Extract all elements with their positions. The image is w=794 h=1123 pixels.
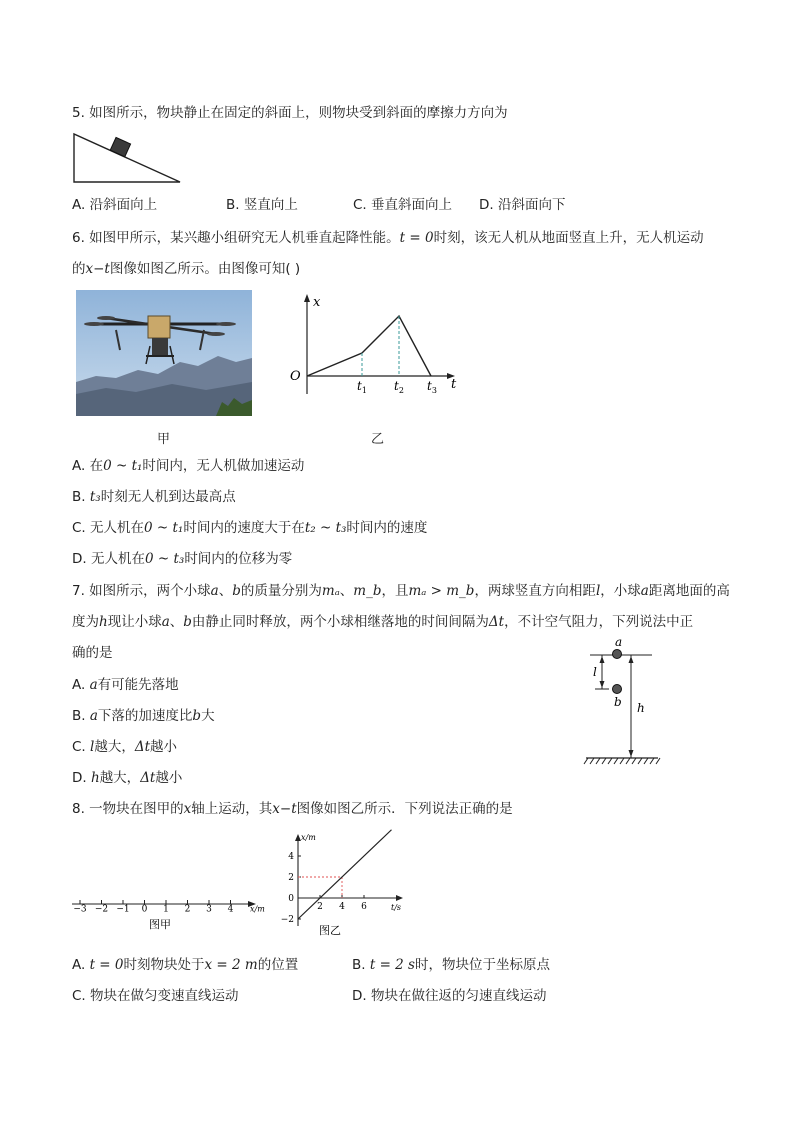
q5-option-c[interactable]: C. 垂直斜面向上 [353, 197, 453, 213]
q8-option-c[interactable]: C. 物块在做匀变速直线运动 [72, 988, 239, 1004]
q6-stem-text: 图像如图乙所示。由图像可知( ) [109, 261, 301, 277]
q6-stem-text: 的 [72, 261, 86, 277]
q6-t3-label: $t_3$ [427, 379, 437, 395]
number-line-tick-label: 1 [163, 904, 169, 915]
xt-x-unit-label: t/s [391, 903, 402, 912]
q6-axis-x-label: x [313, 295, 321, 310]
number-line-tick-label: 2 [184, 904, 191, 915]
q8-stem: 8. 一物块在图甲的x轴上运动，其x−t图像如图乙所示．下列说法正确的是 [72, 801, 513, 817]
xt-y-unit-label: x/m [301, 833, 316, 842]
q7-h-label: h [637, 701, 645, 715]
q8-number-line-figure [70, 886, 280, 938]
q7-option-c[interactable]: C. l越大，Δt越小 [72, 739, 178, 755]
q6-xt-graph [285, 290, 465, 400]
q5-block [110, 137, 130, 156]
number-line-tick-label: 0 [141, 904, 148, 915]
q7-stem-line2: 度为h现让小球a、b由静止同时释放，两个小球相继落地的时间间隔为Δt，不计空气阻力，下列说法中正 [72, 614, 694, 630]
q6-t2-label: $t_2$ [394, 379, 404, 395]
q7-l-label: l [593, 665, 597, 679]
number-line-caption: 图甲 [149, 918, 171, 931]
xt-caption: 图乙 [319, 924, 341, 937]
q7-stem-line1: 7. 如图所示，两个小球a、b的质量分别为mₐ、m_b，且mₐ > m_b，两球竖直方向相距l，小球a距离地面的高 [72, 583, 730, 599]
q5-option-d[interactable]: D. 沿斜面向下 [479, 197, 566, 213]
q6-option-d[interactable]: D. 无人机在0 ~ t₃时间内的位移为零 [72, 551, 293, 567]
q6-stem-line1 [72, 228, 704, 248]
q7-stem-line3: 确的是 [72, 645, 113, 661]
xt-x-tick-label: 4 [339, 902, 345, 912]
q5-stem: 5. 如图所示，物块静止在固定的斜面上，则物块受到斜面的摩擦力方向为 [72, 105, 508, 121]
xt-y-tick-label: 4 [288, 852, 294, 862]
q6-t1-label: $t_1$ [357, 379, 367, 395]
q8-xt-graph [278, 830, 413, 938]
q6-stem-line2 [72, 259, 300, 279]
q6-caption-jia: 甲 [157, 432, 171, 447]
xt-y-tick-label: −2 [280, 915, 294, 925]
q7-option-d[interactable]: D. h越大，Δt越小 [72, 770, 183, 786]
number-line-tick-label: −2 [94, 904, 109, 915]
q7-option-a[interactable]: A. a有可能先落地 [72, 677, 179, 693]
number-line-tick-label: 3 [206, 904, 212, 915]
q6-origin-label: O [290, 369, 301, 384]
q5-option-b[interactable]: B. 竖直向上 [226, 197, 298, 213]
xt-x-tick-label: 6 [361, 902, 367, 912]
number-line-unit-label: x/m [250, 904, 265, 914]
q5-incline-figure [72, 132, 184, 186]
q6-option-a[interactable]: A. 在0 ~ t₁时间内，无人机做加速运动 [72, 458, 305, 474]
q7-ball-b-label: b [614, 695, 622, 709]
number-line-tick-label: −1 [116, 904, 130, 915]
q6-stem-text: 6. 如图甲所示，某兴趣小组研究无人机垂直起降性能。 [72, 230, 400, 246]
q6-drone-photo [76, 290, 252, 416]
xt-x-tick-label: 2 [317, 902, 323, 912]
q7-falling-balls-figure [582, 636, 664, 768]
q6-stem-text: 时刻，该无人机从地面竖直上升，无人机运动 [433, 230, 704, 246]
xt-x-arrow [396, 895, 403, 901]
q7-option-b[interactable]: B. a下落的加速度比b大 [72, 708, 215, 724]
q6-option-b[interactable]: B. t₃时刻无人机到达最高点 [72, 489, 236, 505]
q8-option-b[interactable]: B. t = 2 s时，物块位于坐标原点 [352, 957, 550, 973]
xt-y-tick-label: 0 [288, 894, 294, 904]
q7-ball-a-label: a [615, 635, 623, 649]
q8-option-a[interactable]: A. t = 0时刻物块处于x = 2 m的位置 [72, 957, 299, 973]
number-line-tick-label: −3 [73, 904, 87, 915]
q6-axis-t-label: t [451, 377, 457, 392]
q8-option-d[interactable]: D. 物块在做往返的匀速直线运动 [352, 988, 547, 1004]
number-line-tick-label: 4 [227, 904, 234, 915]
q6-t-zero: t = 0 [399, 230, 434, 246]
q6-option-c[interactable]: C. 无人机在0 ~ t₁时间内的速度大于在t₂ ~ t₃时间内的速度 [72, 520, 428, 536]
q6-caption-yi: 乙 [371, 432, 385, 447]
q6-xt-label: x−t [85, 261, 110, 277]
xt-y-tick-label: 2 [288, 873, 294, 883]
q5-option-a[interactable]: A. 沿斜面向上 [72, 197, 158, 213]
